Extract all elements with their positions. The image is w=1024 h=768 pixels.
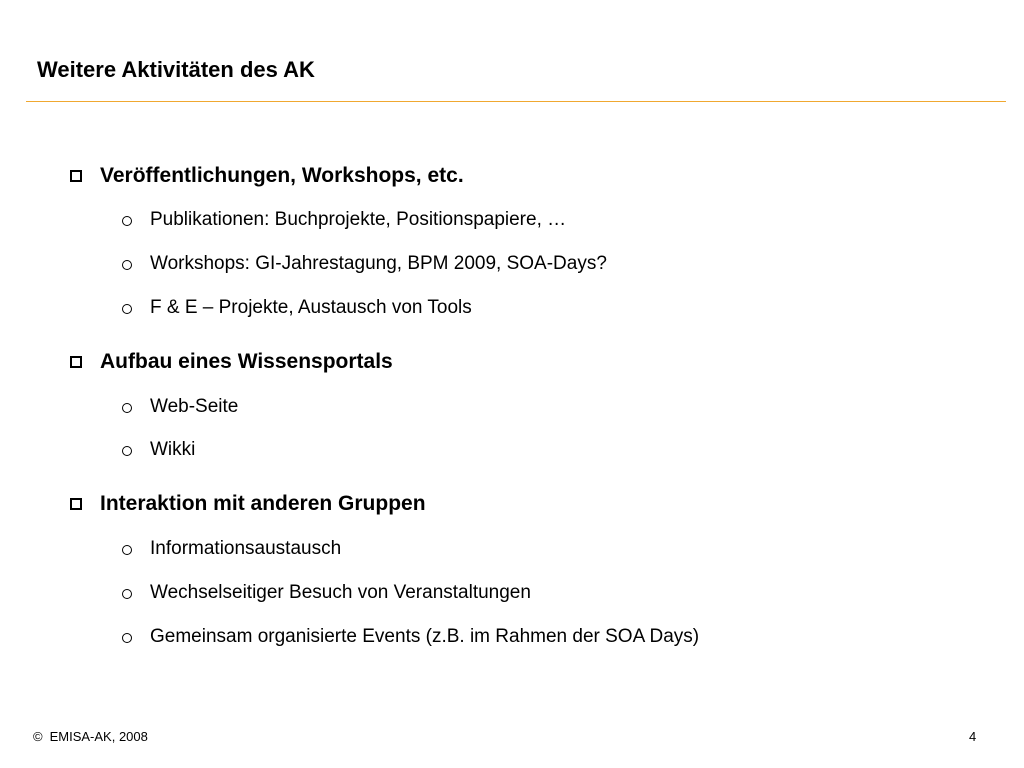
footer-copyright xyxy=(33,729,148,745)
circle-bullet-icon xyxy=(122,216,132,226)
list-item xyxy=(122,296,472,320)
list-item xyxy=(122,581,531,605)
circle-bullet-icon xyxy=(122,446,132,456)
section-heading xyxy=(70,349,393,375)
circle-bullet-icon xyxy=(122,403,132,413)
slide-title: Weitere Aktivitäten des AK xyxy=(37,57,315,82)
circle-bullet-icon xyxy=(122,260,132,270)
list-item-text: Gemeinsam organisierte Events (z.B. im Rahmen der SOA Days) xyxy=(150,626,700,647)
list-item xyxy=(122,252,607,276)
list-item xyxy=(122,395,238,419)
list-item-text: Wikki xyxy=(150,439,196,460)
section-heading xyxy=(70,491,426,517)
list-item xyxy=(122,208,566,232)
section-heading xyxy=(70,163,464,189)
title-divider xyxy=(26,101,1006,102)
square-bullet-icon xyxy=(70,170,82,182)
section-heading-text: Interaktion mit anderen Gruppen xyxy=(100,492,426,515)
circle-bullet-icon xyxy=(122,633,132,643)
copyright-icon: © xyxy=(33,729,43,744)
footer-copyright-text: EMISA-AK, 2008 xyxy=(49,729,148,744)
list-item-text: Workshops: GI-Jahrestagung, BPM 2009, SOA-Days? xyxy=(150,253,607,274)
square-bullet-icon xyxy=(70,498,82,510)
section-heading-text: Aufbau eines Wissensportals xyxy=(100,350,393,373)
list-item-text: F & E – Projekte, Austausch von Tools xyxy=(150,297,472,318)
page-number: 4 xyxy=(969,729,977,744)
list-item xyxy=(122,438,195,462)
list-item-text: Informationsaustausch xyxy=(150,538,342,559)
list-item xyxy=(122,625,699,649)
square-bullet-icon xyxy=(70,356,82,368)
list-item-text: Web-Seite xyxy=(150,396,239,417)
circle-bullet-icon xyxy=(122,545,132,555)
circle-bullet-icon xyxy=(122,589,132,599)
list-item-text: Wechselseitiger Besuch von Veranstaltungen xyxy=(150,582,531,603)
list-item xyxy=(122,537,341,561)
section-heading-text: Veröffentlichungen, Workshops, etc. xyxy=(100,164,464,187)
circle-bullet-icon xyxy=(122,304,132,314)
list-item-text: Publikationen: Buchprojekte, Positionspapiere, … xyxy=(150,209,567,230)
